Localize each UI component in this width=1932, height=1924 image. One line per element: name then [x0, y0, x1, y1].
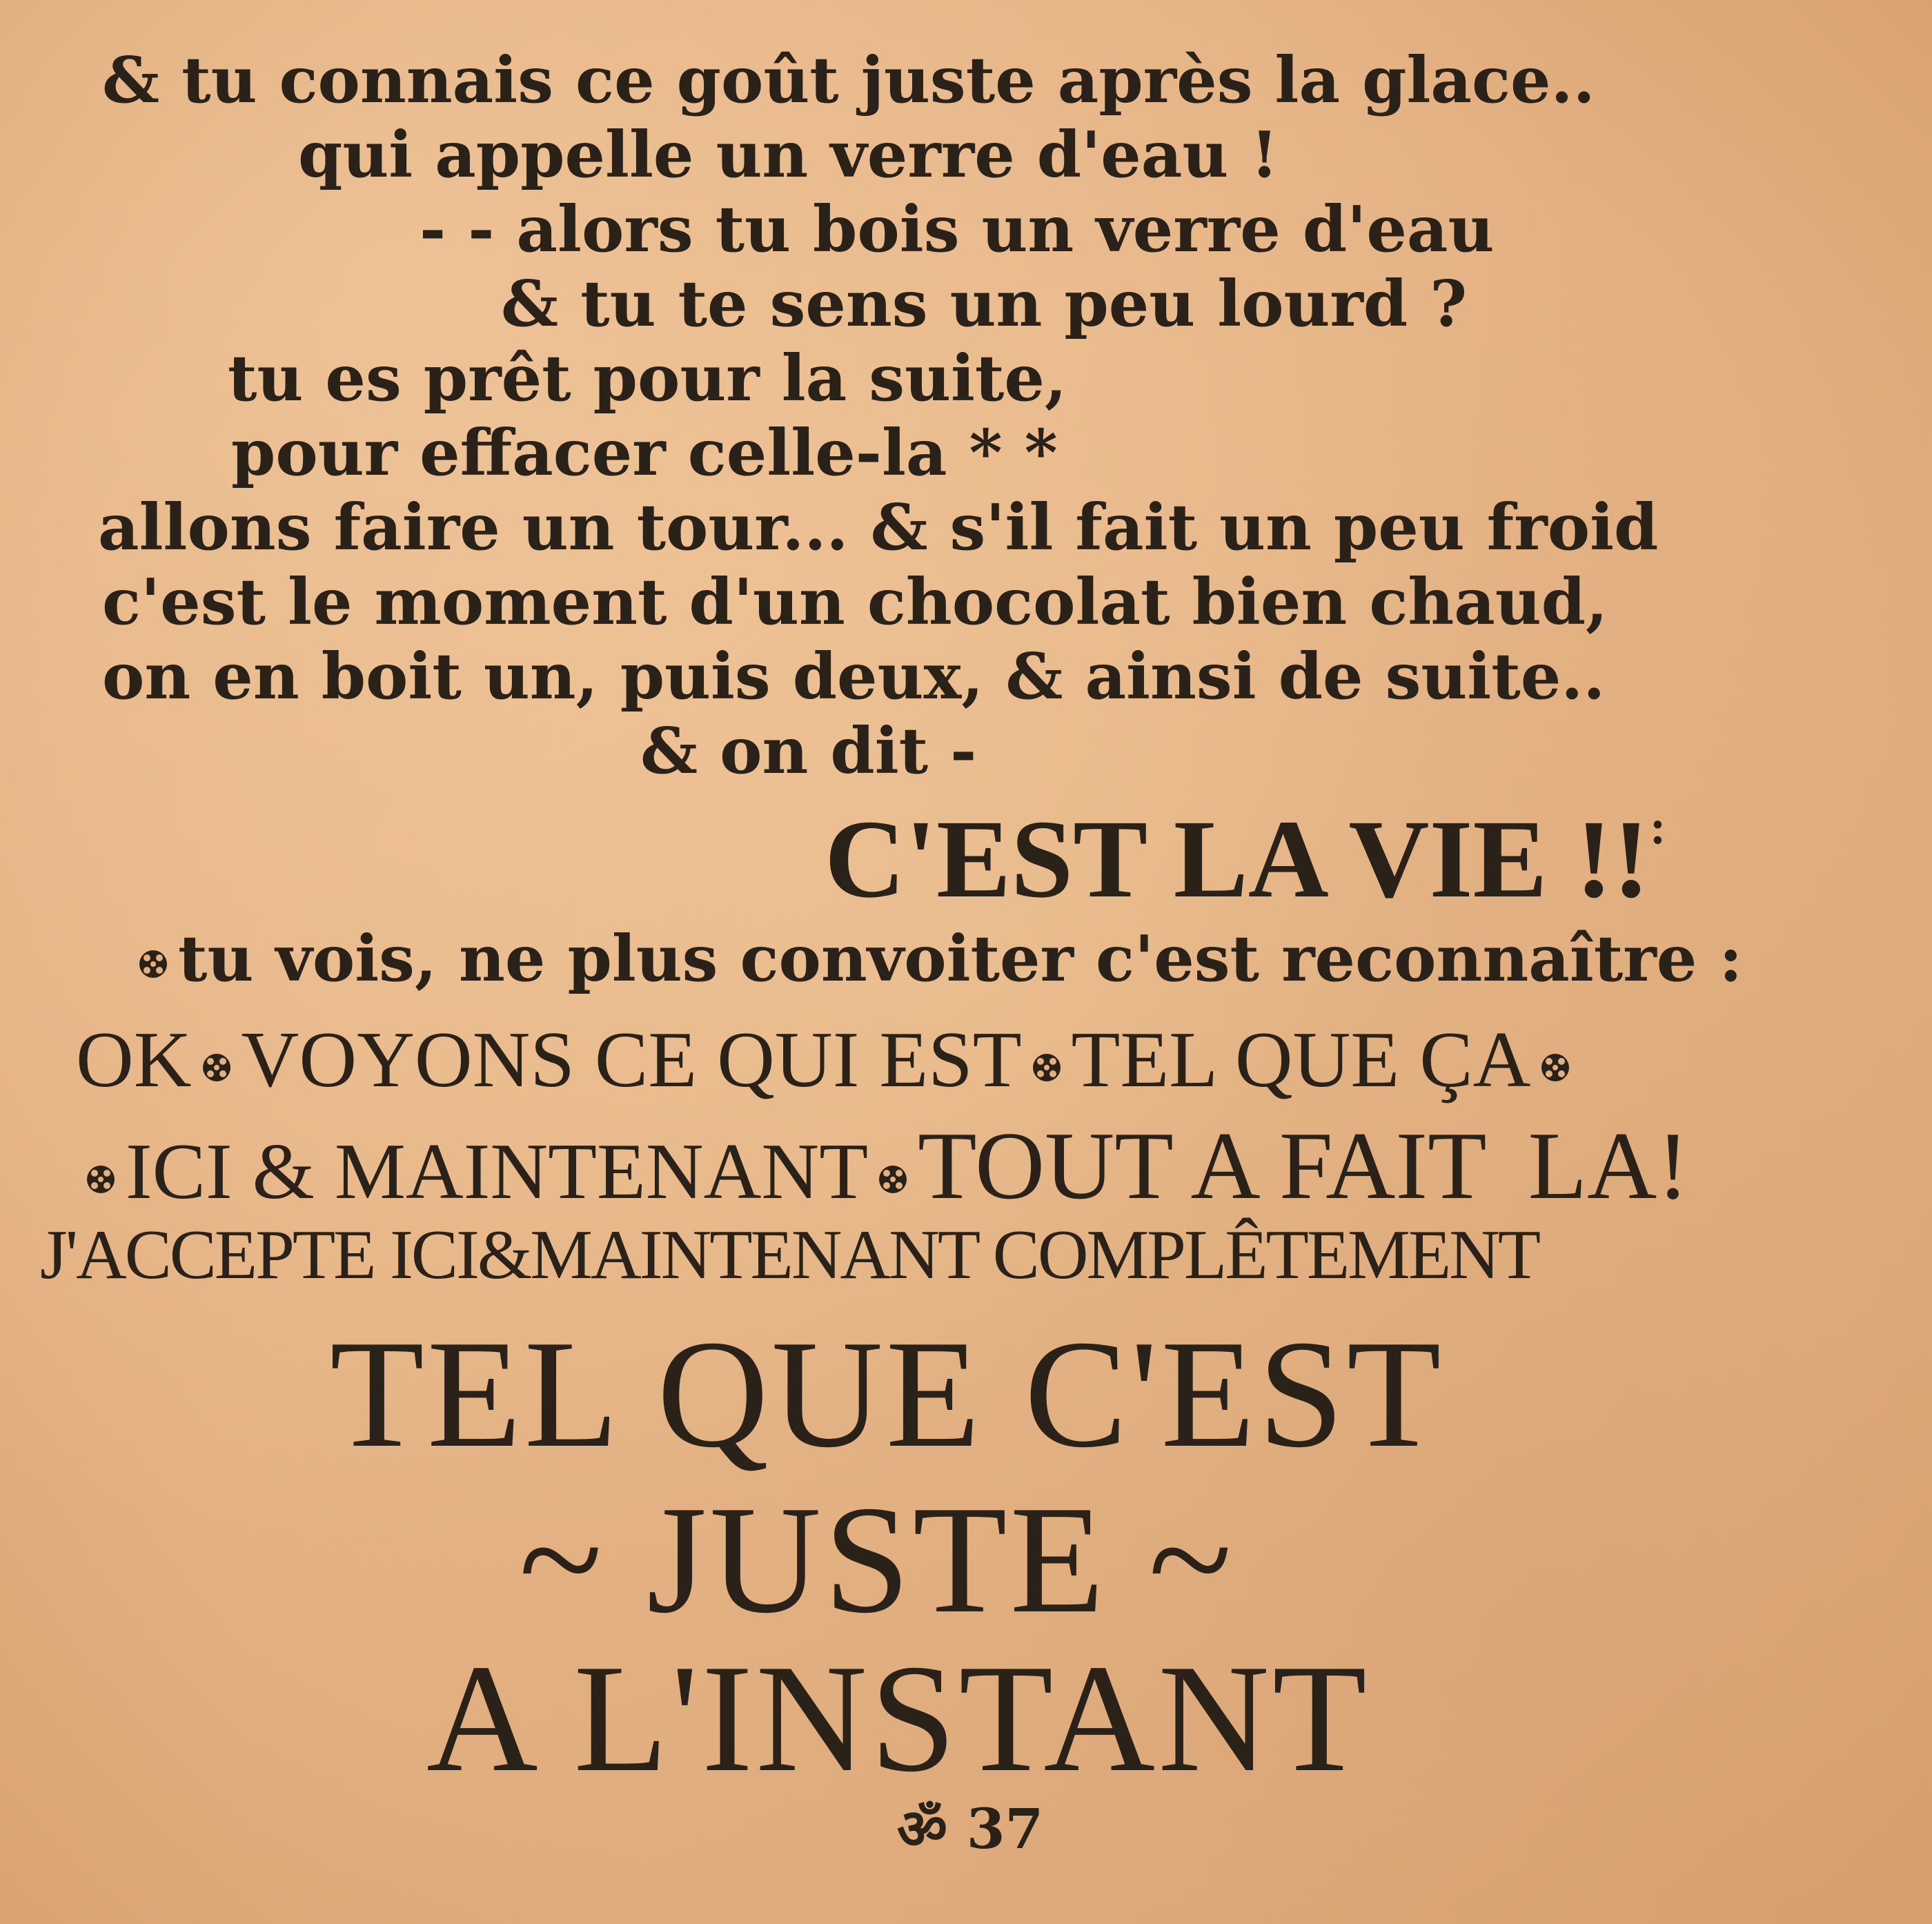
poem-line-4: & tu te sens un peu lourd ?: [501, 266, 1468, 341]
knot-ornament-icon: [86, 1164, 116, 1195]
knot-ornament-icon: [878, 1164, 908, 1195]
poem-line-5: tu es prêt pour la suite,: [228, 341, 1067, 415]
exclamation-heading: [825, 798, 1666, 921]
big-line-2: ~ JUSTE ~: [519, 1474, 1235, 1645]
page-footer: [897, 1796, 1044, 1861]
big-line-3: A L'INSTANT: [426, 1633, 1370, 1804]
caps-line-1-a: OK: [76, 1016, 192, 1104]
poem-line-6: pour effacer celle-la * *: [231, 415, 1058, 490]
poem-line-3: - - alors tu bois un verre d'eau: [420, 192, 1495, 266]
see-line-text: tu vois, ne plus convoiter c'est reconnaître :: [178, 921, 1743, 996]
caps-line-1-b: VOYONS CE QUI EST: [241, 1016, 1022, 1104]
poem-line-1: & tu connais ce goût juste après la glace..: [102, 43, 1595, 117]
caps-line-1: [76, 1016, 1580, 1104]
caps-line-3: J'ACCEPTE ICI&MAINTENANT COMPLÊTEMENT: [40, 1216, 1539, 1294]
poem-line-7: allons faire un tour... & s'il fait un peu froid: [98, 490, 1659, 565]
see-line: [128, 921, 1743, 996]
knot-ornament-icon: [138, 949, 168, 979]
knot-ornament-icon: [1540, 1052, 1570, 1083]
exclamation-mark: :: [1649, 801, 1666, 854]
poem-line-9: on en boit un, puis deux, & ainsi de suite..: [102, 639, 1606, 714]
knot-ornament-icon: [201, 1052, 232, 1083]
poem-line-2: qui appelle un verre d'eau !: [298, 117, 1279, 192]
caps-line-2-a: ICI & MAINTENANT: [126, 1128, 869, 1216]
poem-line-10: & on dit -: [640, 714, 977, 788]
om-symbol: ॐ: [897, 1796, 947, 1861]
caps-line-1-c: TEL QUE ÇA: [1071, 1016, 1531, 1104]
exclamation-text: C'EST LA VIE !!: [825, 798, 1650, 921]
poem-line-8: c'est le moment d'un chocolat bien chaud,: [102, 565, 1608, 639]
knot-ornament-icon: [1032, 1052, 1062, 1083]
page-number: 37: [966, 1796, 1044, 1861]
big-line-1: TEL QUE C'EST: [330, 1308, 1444, 1480]
caps-line-2-b: TOUT A FAIT: [918, 1112, 1487, 1219]
caps-line-2: [76, 1112, 1689, 1219]
caps-line-2-c: LA!: [1528, 1112, 1689, 1219]
